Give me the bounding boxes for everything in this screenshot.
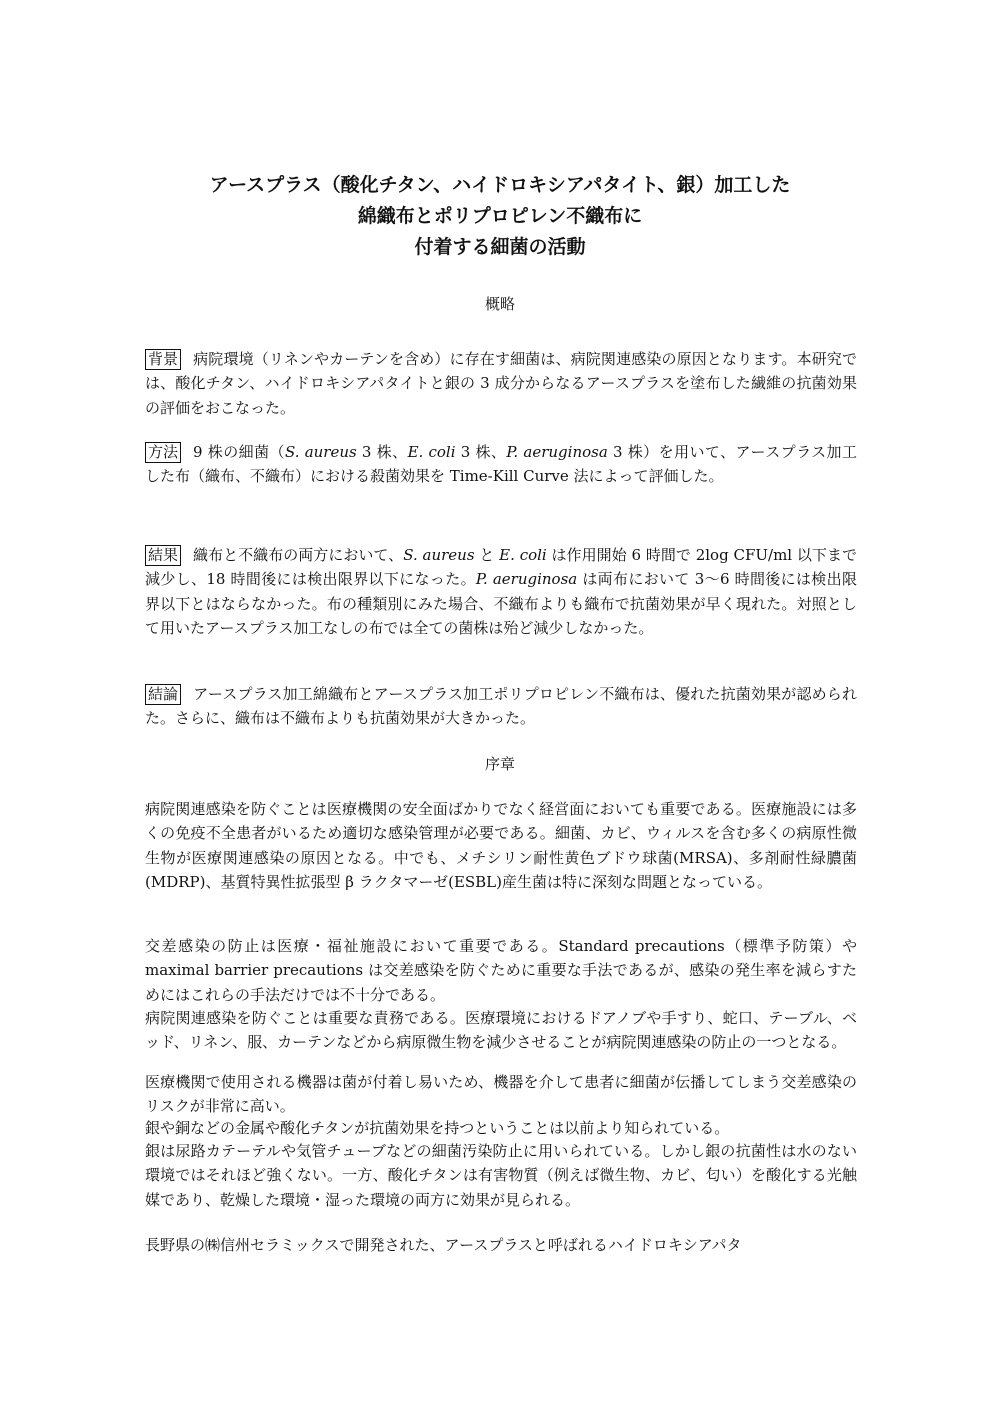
results-text: は両布において 3〜6 時間後には検出限界以下とはならなかった。布の種類別にみた場合、不織布よりも織布で抗菌効果が早く現れた。対照として用いたアースプラス加工なしの布では全ての菌株は殆ど減少しなかった。: [145, 570, 857, 637]
species-name: S. aureus: [284, 443, 357, 461]
title-line: アースプラス（酸化チタン、ハイドロキシアパタイト、銀）加工した: [209, 174, 791, 196]
results-label: 結果: [145, 545, 181, 566]
methods-text: 3 株、: [455, 443, 507, 461]
intro-paragraph: 医療機関で使用される機器は菌が付着し易いため、機器を介して患者に細菌が伝播してしまう交差感染のリスクが非常に高い。: [145, 1073, 857, 1116]
conclusion-label: 結論: [145, 684, 181, 705]
intro-paragraph: 長野県の㈱信州セラミックスで開発された、アースプラスと呼ばれるハイドロキシアパタ: [145, 1236, 742, 1254]
intro-paragraph: 銀や銅などの金属や酸化チタンが抗菌効果を持つということは以前より知られている。: [145, 1119, 730, 1137]
background-label: 背景: [145, 349, 181, 370]
introduction-heading: 序章: [484, 755, 515, 773]
species-name: E. coli: [407, 443, 456, 461]
species-name: S. aureus: [403, 546, 475, 564]
title-line: 綿織布とポリプロピレン不織布に: [357, 205, 643, 227]
abstract-conclusion: [145, 682, 857, 731]
abstract-results: [145, 543, 857, 640]
intro-paragraph: 病院関連感染を防ぐことは医療機関の安全面ばかりでなく経営面においても重要である。医療施設には多くの免疫不全患者がいるため適切な感染管理が必要である。細菌、カビ、ウィルスを含む多くの病原性微生物が医療関連感染の原因となる。中でも、メチシリン耐性黄色ブドウ球菌(MRSA)、多剤耐性緑膿菌(MDRP)、基質特異性拡張型 β ラクタマーゼ(ESBL)産生菌は特に深刻な問題となっている。: [145, 800, 857, 891]
intro-paragraph: 病院関連感染を防ぐことは重要な責務である。医療環境におけるドアノブや手すり、蛇口、テーブル、ベッド、リネン、服、カーテンなどから病原微生物を減少させることが病院関連感染の防止の一つとなる。: [145, 1009, 857, 1052]
species-name: P. aeruginosa: [475, 570, 578, 589]
paper-title: [100, 170, 900, 263]
intro-paragraph: 銀は尿路カテーテルや気管チューブなどの細菌汚染防止に用いられている。しかし銀の抗菌性は水のない環境ではそれほど強くない。一方、酸化チタンは有害物質（例えば微生物、カビ、匂い）を酸化する光触媒であり、乾燥した環境・湿った環境の両方に効果が見られる。: [145, 1142, 857, 1209]
methods-label: 方法: [145, 442, 181, 463]
methods-text: 9 株の細菌（: [193, 443, 285, 461]
methods-text: 3 株）を用いて、アースプラス加工した布（織布、不織布）における殺菌効果を Time-Kill Curve 法によって評価した。: [145, 443, 857, 486]
species-name: P. aeruginosa: [506, 443, 608, 461]
conclusion-text: アースプラス加工綿織布とアースプラス加工ポリプロピレン不織布は、優れた抗菌効果が認められた。さらに、織布は不織布よりも抗菌効果が大きかった。: [145, 685, 857, 728]
results-text: 織布と不織布の両方において、: [193, 546, 404, 564]
abstract-background: [145, 347, 857, 420]
species-name: E. coli: [499, 546, 547, 564]
background-text: 病院環境（リネンやカーテンを含め）に存在す細菌は、病院関連感染の原因となります。本研究では、酸化チタン、ハイドロキシアパタイトと銀の 3 成分からなるアースプラスを塗布した繊維の抗菌効果の評価をおこなった。: [145, 350, 857, 417]
results-text: は作用開始 6 時間で 2log CFU/ml 以下まで減少し、18 時間後には検出限界以下になった。: [145, 546, 857, 589]
results-text: と: [474, 546, 500, 564]
intro-paragraph: 交差感染の防止は医療・福祉施設において重要である。Standard precautions（標準予防策）や maximal barrier precautions は交差感染を防ぐために重要な手法であるが、感染の発生率を減らすためにはこれらの手法だけでは不十分である。: [145, 937, 857, 1004]
abstract-heading: 概略: [484, 295, 515, 313]
abstract-methods: [145, 440, 857, 489]
title-line: 付着する細菌の活動: [414, 236, 586, 258]
methods-text: 3 株、: [356, 443, 408, 461]
